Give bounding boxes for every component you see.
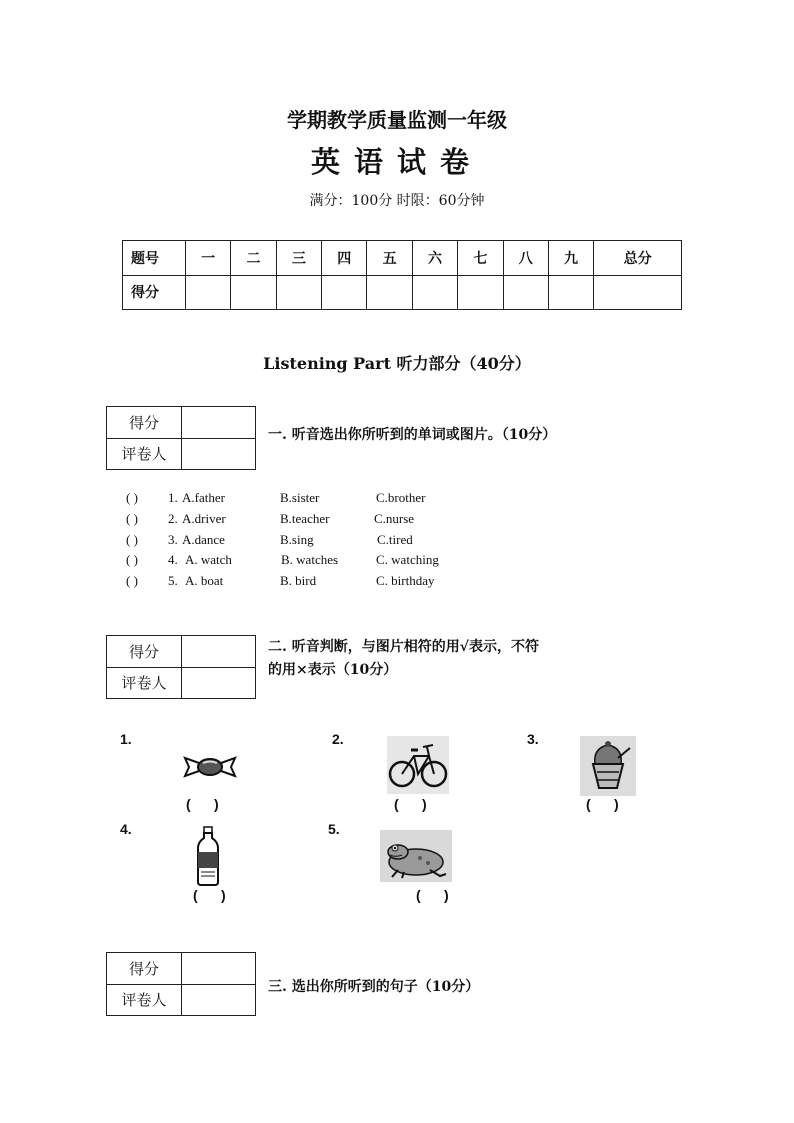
option-a: A.driver — [182, 511, 226, 526]
ice-cream-icon — [580, 736, 636, 796]
score-table-header-row — [123, 241, 682, 276]
score-cell[interactable] — [182, 636, 256, 668]
option-b: B. watches — [281, 552, 339, 567]
answer-blank[interactable]: ( ) — [126, 490, 138, 505]
judge-blank[interactable]: ( ) — [193, 887, 226, 903]
score-table-score-row — [123, 275, 682, 310]
picture-number: 2. — [332, 731, 344, 747]
score-cell[interactable] — [503, 275, 548, 310]
section1-title: 一. 听音选出你所听到的单词或图片。（10分） — [268, 427, 557, 443]
candy-icon — [183, 752, 237, 782]
option-c: C.brother — [376, 490, 426, 505]
score-cell[interactable] — [182, 953, 256, 985]
section1-grader-table — [106, 406, 256, 470]
score-header-cell: 二 — [231, 241, 276, 276]
score-cell[interactable] — [186, 275, 231, 310]
question-number: 2. — [168, 511, 178, 526]
judge-blank[interactable]: ( ) — [394, 796, 427, 812]
option-a: A.father — [182, 490, 225, 505]
score-header-cell: 三 — [276, 241, 321, 276]
score-cell[interactable] — [458, 275, 503, 310]
section3-grader-table — [106, 952, 256, 1016]
score-cell[interactable] — [548, 275, 593, 310]
grader-cell[interactable] — [182, 438, 256, 470]
exam-meta: 满分：100分 时限：60分钟 — [309, 193, 485, 209]
option-b: B. bird — [280, 573, 317, 588]
question-number: 5. — [168, 573, 178, 588]
grader-cell[interactable] — [182, 984, 256, 1016]
score-cell[interactable] — [276, 275, 321, 310]
score-cell[interactable] — [412, 275, 457, 310]
question-number: 3. — [168, 532, 178, 547]
option-a: A. watch — [185, 552, 232, 567]
score-header-cell: 一 — [186, 241, 231, 276]
score-cell[interactable] — [231, 275, 276, 310]
score-header-cell: 九 — [548, 241, 593, 276]
score-header-cell: 六 — [412, 241, 457, 276]
picture-number: 1. — [120, 731, 132, 747]
grader-label: 评卷人 — [107, 438, 182, 470]
option-a: A. boat — [185, 573, 224, 588]
score-cell[interactable] — [182, 407, 256, 439]
option-b: B.sing — [280, 532, 314, 547]
answer-blank[interactable]: ( ) — [126, 552, 138, 567]
score-row-label: 得分 — [123, 275, 186, 310]
answer-blank[interactable]: ( ) — [126, 511, 138, 526]
picture-number: 5. — [328, 821, 340, 837]
picture-number: 3. — [527, 731, 539, 747]
option-c: C.nurse — [374, 511, 415, 526]
frog-icon — [380, 830, 452, 882]
exam-title: 英语试卷 — [310, 145, 483, 179]
exam-subtitle: 学期教学质量监测一年级 — [287, 108, 507, 132]
score-header-cell: 五 — [367, 241, 412, 276]
option-b: B.sister — [280, 490, 320, 505]
score-header-cell: 七 — [458, 241, 503, 276]
score-label: 得分 — [107, 953, 182, 985]
grader-cell[interactable] — [182, 667, 256, 699]
section2-title-line1: 二. 听音判断，与图片相符的用√表示，不符 — [268, 639, 539, 655]
score-label: 得分 — [107, 636, 182, 668]
judge-blank[interactable]: ( ) — [586, 796, 619, 812]
grader-label: 评卷人 — [107, 984, 182, 1016]
score-cell[interactable] — [367, 275, 412, 310]
section2-title-line2: 的用×表示（10分） — [268, 662, 398, 678]
section2-grader-table — [106, 635, 256, 699]
score-header-cell: 八 — [503, 241, 548, 276]
grader-label: 评卷人 — [107, 667, 182, 699]
listening-heading: Listening Part 听力部分（40分） — [263, 354, 531, 373]
question-number: 1. — [168, 490, 178, 505]
option-c: C. birthday — [376, 573, 435, 588]
score-table — [122, 240, 682, 310]
judge-blank[interactable]: ( ) — [416, 887, 449, 903]
score-cell[interactable] — [322, 275, 367, 310]
score-label: 得分 — [107, 407, 182, 439]
question-number: 4. — [168, 552, 178, 567]
score-header-cell: 四 — [322, 241, 367, 276]
answer-blank[interactable]: ( ) — [126, 532, 138, 547]
score-header-cell: 题号 — [123, 241, 186, 276]
section3-title: 三. 选出你所听到的句子（10分） — [268, 979, 480, 995]
option-c: C. watching — [376, 552, 439, 567]
judge-blank[interactable]: ( ) — [186, 796, 219, 812]
option-a: A.dance — [182, 532, 225, 547]
picture-number: 4. — [120, 821, 132, 837]
option-c: C.tired — [377, 532, 413, 547]
bicycle-icon — [387, 736, 449, 794]
bottle-icon — [195, 826, 221, 886]
score-header-cell: 总分 — [594, 241, 682, 276]
option-b: B.teacher — [280, 511, 330, 526]
answer-blank[interactable]: ( ) — [126, 573, 138, 588]
score-cell[interactable] — [594, 275, 682, 310]
